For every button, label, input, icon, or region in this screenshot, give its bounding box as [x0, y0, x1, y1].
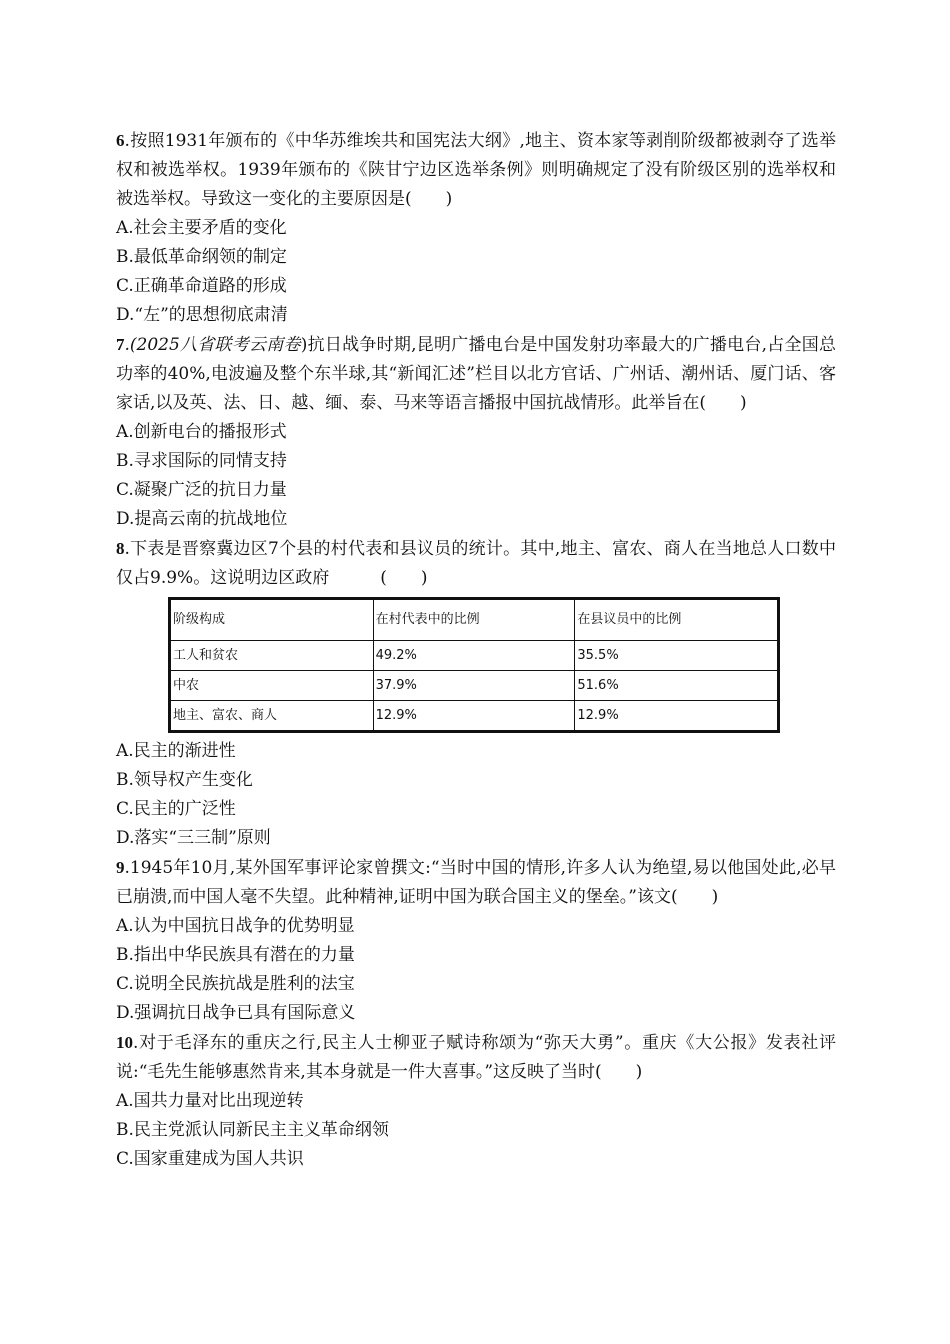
question-sheet	[116, 126, 836, 1174]
table-cell: 12.9%	[373, 701, 575, 732]
question-8	[116, 534, 836, 853]
question-stem	[116, 126, 836, 214]
question-6	[116, 126, 836, 330]
table-cell: 51.6%	[575, 671, 779, 701]
table-header-cell: 在村代表中的比例	[373, 599, 575, 641]
question-number: 8	[116, 539, 125, 558]
option-a: A.民主的渐进性	[116, 741, 236, 761]
option-a: A.认为中国抗日战争的优势明显	[116, 916, 355, 936]
option-a: A.国共力量对比出现逆转	[116, 1091, 304, 1111]
option-c: C.凝聚广泛的抗日力量	[116, 480, 287, 500]
question-10	[116, 1028, 836, 1174]
table-cell: 12.9%	[575, 701, 779, 732]
table-header-row	[170, 599, 779, 641]
option-d: D.落实“三三制”原则	[116, 828, 271, 848]
option-d: D.“左”的思想彻底肃清	[116, 305, 288, 325]
option-c: C.说明全民族抗战是胜利的法宝	[116, 974, 355, 994]
question-number: 10	[116, 1033, 133, 1052]
table-row	[170, 671, 779, 701]
table-cell: 35.5%	[575, 641, 779, 671]
option-d: D.强调抗日战争已具有国际意义	[116, 1003, 356, 1023]
statistics-table	[168, 597, 780, 733]
table-header-cell: 阶级构成	[170, 599, 374, 641]
table-cell: 37.9%	[373, 671, 575, 701]
table-cell: 地主、富农、商人	[170, 701, 374, 732]
table-cell: 中农	[170, 671, 374, 701]
question-text: )抗日战争时期,昆明广播电台是中国发射功率最大的广播电台,占全国总功率的40%,电波遍及整个东半球,其“新闻汇述”栏目以北方官话、广州话、潮州话、厦门话、客家话,以及英、法、日、越、缅、泰、马来等语言播报中国抗战情形。此举旨在( )	[116, 335, 836, 413]
option-b: B.民主党派认同新民主主义革命纲领	[116, 1120, 389, 1140]
question-text: .1945年10月,某外国军事评论家曾撰文:“当时中国的情形,许多人认为绝望,易以他国处此,必早已崩溃,而中国人毫不失望。此种精神,证明中国为联合国主义的堡垒。”该文( )	[116, 858, 836, 907]
table-row	[170, 641, 779, 671]
question-7	[116, 330, 836, 534]
question-text: .下表是晋察冀边区7个县的村代表和县议员的统计。其中,地主、富农、商人在当地总人口数中仅占9.9%。这说明边区政府 ( )	[116, 539, 836, 588]
option-b: B.最低革命纲领的制定	[116, 247, 287, 267]
option-c: C.国家重建成为国人共识	[116, 1149, 304, 1169]
table-row	[170, 701, 779, 732]
option-b: B.指出中华民族具有潜在的力量	[116, 945, 355, 965]
option-c: C.民主的广泛性	[116, 799, 236, 819]
question-text: .按照1931年颁布的《中华苏维埃共和国宪法大纲》,地主、资本家等剥削阶级都被剥夺了选举权和被选举权。1939年颁布的《陕甘宁边区选举条例》则明确规定了没有阶级区别的选举权和被选举权。导致这一变化的主要原因是( )	[116, 131, 836, 209]
question-number: 9	[116, 858, 125, 877]
question-stem	[116, 1028, 836, 1087]
table-header-cell: 在县议员中的比例	[575, 599, 779, 641]
option-a: A.创新电台的播报形式	[116, 422, 287, 442]
question-stem	[116, 330, 836, 418]
question-9	[116, 853, 836, 1028]
option-b: B.寻求国际的同情支持	[116, 451, 287, 471]
statistics-table-wrapper	[116, 597, 836, 733]
option-d: D.提高云南的抗战地位	[116, 509, 288, 529]
question-number: 7	[116, 335, 125, 354]
question-source: .(2025八省联考云南卷	[124, 335, 301, 355]
question-number: 6	[116, 131, 125, 150]
table-cell: 工人和贫农	[170, 641, 374, 671]
option-c: C.正确革命道路的形成	[116, 276, 287, 296]
question-text: .对于毛泽东的重庆之行,民主人士柳亚子赋诗称颂为“弥天大勇”。重庆《大公报》发表社评说:“毛先生能够惠然肯来,其本身就是一件大喜事。”这反映了当时( )	[116, 1033, 836, 1082]
question-stem	[116, 534, 836, 593]
option-a: A.社会主要矛盾的变化	[116, 218, 287, 238]
question-stem	[116, 853, 836, 912]
option-b: B.领导权产生变化	[116, 770, 253, 790]
table-cell: 49.2%	[373, 641, 575, 671]
